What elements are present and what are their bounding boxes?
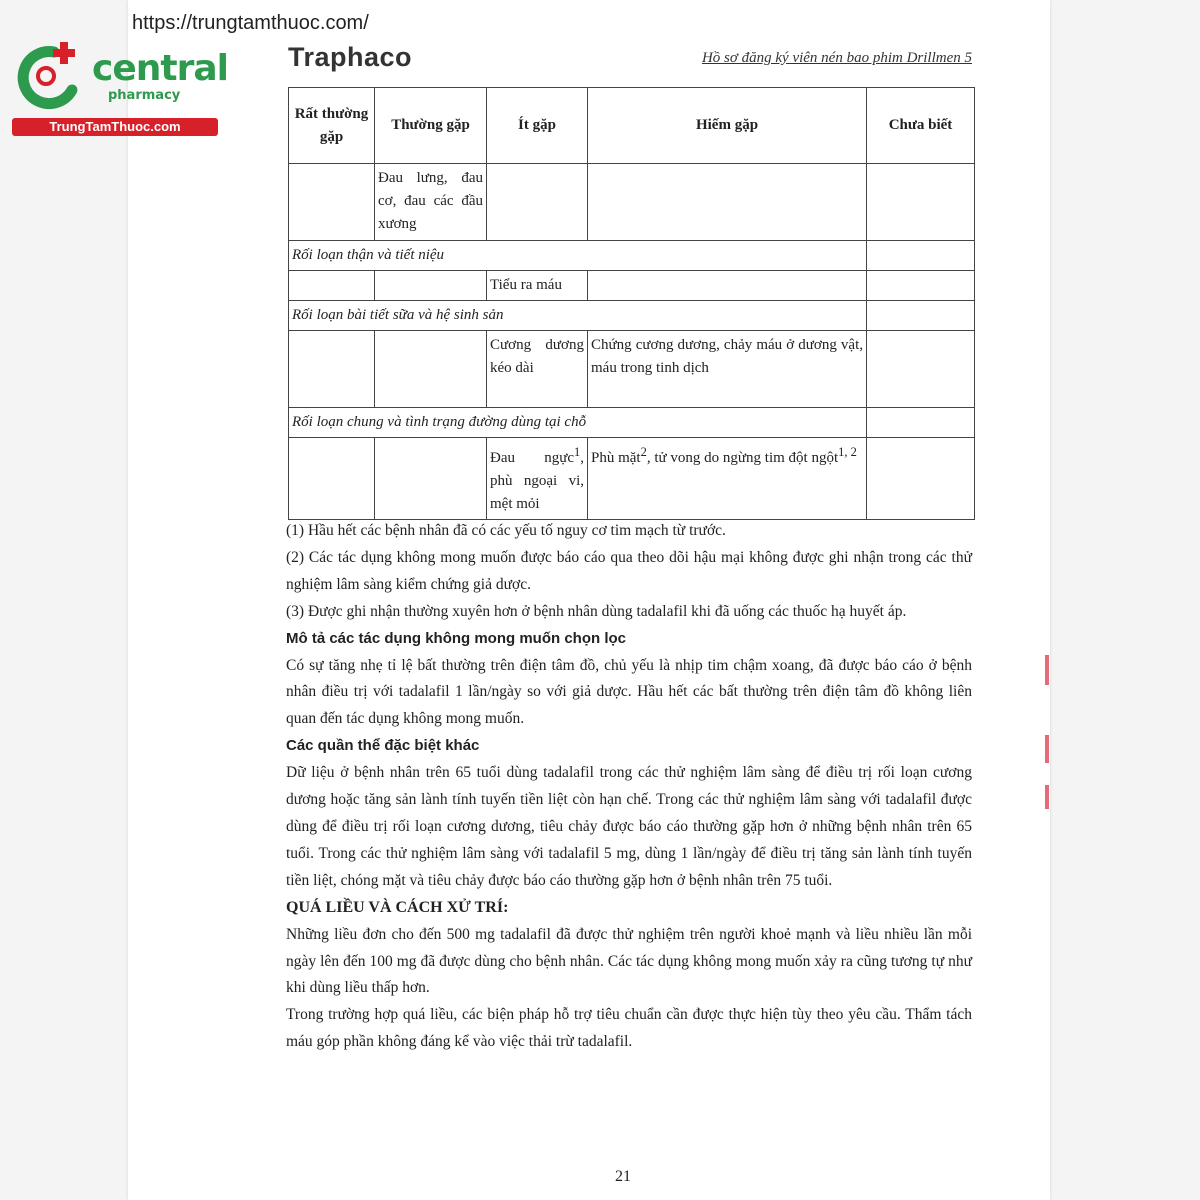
table-header-row — [289, 88, 975, 164]
logo-subtitle: pharmacy — [108, 88, 181, 103]
table-cell: Đau lưng, đau cơ, đau các đầu xương — [375, 164, 487, 241]
table-cell — [375, 271, 487, 301]
adverse-effects-table — [288, 87, 975, 520]
table-row — [289, 331, 975, 408]
cell-text: Phù mặt — [591, 450, 641, 466]
stamp-mark — [1045, 735, 1049, 763]
table-cell — [289, 438, 375, 520]
section-row — [289, 408, 975, 438]
cell-text: , phù ngoại vi, mệt mỏi — [490, 450, 584, 512]
table-cell: Chứng cương dương, chảy máu ở dương vật, máu trong tinh dịch — [588, 331, 867, 408]
section-row — [289, 241, 975, 271]
table-row — [289, 271, 975, 301]
footnote: (3) Được ghi nhận thường xuyên hơn ở bệnh nhân dùng tadalafil khi đã uống các thuốc hạ huyết áp. — [286, 602, 907, 620]
cell-text: , tử vong do ngừng tim đột ngột — [646, 450, 839, 466]
pharmacy-cross-icon — [8, 38, 92, 118]
watermark-url: https://trungtamthuoc.com/ — [132, 12, 369, 34]
table-cell — [588, 164, 867, 241]
section-heading: Các quần thể đặc biệt khác — [286, 737, 480, 755]
table-cell — [867, 408, 975, 438]
paragraph: Những liều đơn cho đến 500 mg tadalafil đã được thử nghiệm trên người khoẻ mạnh và liều nhiều lần mỗi ngày lên đến 100 mg đã được dùng cho bệnh nhân. Các tác dụng không mong muốn xảy ra cũng tương tự như khi dùng liều thấp hơn. — [286, 925, 972, 997]
table-cell: Cương dương kéo dài — [487, 331, 588, 408]
table-cell — [289, 271, 375, 301]
table-row — [289, 438, 975, 520]
column-header: Chưa biết — [867, 88, 975, 164]
document-title: Hồ sơ đăng ký viên nén bao phim Drillmen 5 — [701, 50, 972, 66]
paragraph: Trong trường hợp quá liều, các biện pháp hỗ trợ tiêu chuẩn cần được thực hiện tùy theo yêu cầu. Thẩm tách máu góp phần không đáng kể vào việc thải trừ tadalafil. — [286, 1006, 972, 1051]
overdose-heading: QUÁ LIỀU VÀ CÁCH XỬ TRÍ: — [286, 898, 509, 916]
table-cell: Tiểu ra máu — [487, 271, 588, 301]
footnote: (1) Hầu hết các bệnh nhân đã có các yếu tố nguy cơ tim mạch từ trước. — [286, 522, 726, 539]
document-body — [286, 518, 972, 1056]
table-cell — [588, 271, 867, 301]
section-heading: Mô tả các tác dụng không mong muốn chọn lọc — [286, 629, 627, 647]
table-cell — [867, 301, 975, 331]
table-cell — [867, 331, 975, 408]
stamp-mark — [1045, 785, 1049, 809]
column-header: Rất thường gặp — [289, 88, 375, 164]
table-cell — [867, 241, 975, 271]
table-cell — [867, 271, 975, 301]
section-label: Rối loạn bài tiết sữa và hệ sinh sản — [289, 301, 867, 331]
stamp-mark — [1045, 655, 1049, 685]
logo-banner: TrungTamThuoc.com — [12, 118, 218, 136]
table-cell — [289, 331, 375, 408]
table-cell — [487, 438, 588, 520]
column-header: Ít gặp — [487, 88, 588, 164]
cell-text: Đau ngực — [490, 450, 574, 466]
table-cell — [867, 438, 975, 520]
section-label: Rối loạn chung và tình trạng đường dùng tại chỗ — [289, 408, 867, 438]
column-header: Hiếm gặp — [588, 88, 867, 164]
footnote-ref: 2 — [640, 445, 647, 459]
footnote: (2) Các tác dụng không mong muốn được báo cáo qua theo dõi hậu mại không được ghi nhận trong các thử nghiệm lâm sàng kiểm chứng giả dược. — [286, 548, 972, 593]
table-cell — [487, 164, 588, 241]
footnote-ref: 1, 2 — [838, 445, 857, 459]
central-pharmacy-logo — [8, 38, 228, 138]
column-header: Thường gặp — [375, 88, 487, 164]
page-number: 21 — [615, 1168, 631, 1185]
table-cell — [375, 438, 487, 520]
logo-word: central — [92, 48, 228, 89]
table-row — [289, 164, 975, 241]
table-cell — [375, 331, 487, 408]
paragraph: Dữ liệu ở bệnh nhân trên 65 tuổi dùng tadalafil trong các thử nghiệm lâm sàng để điều trị rối loạn cương dương hoặc tăng sản lành tính tuyến tiền liệt còn hạn chế. Trong các thử nghiệm lâm sàng với tadalafil được dùng để điều trị rối loạn cương dương, tiêu chảy được báo cáo thường gặp hơn ở những bệnh nhân trên 65 tuổi. Trong các thử nghiệm lâm sàng với tadalafil 5 mg, dùng 1 lần/ngày để điều trị tăng sản lành tính tuyến tiền liệt, chóng mặt và tiêu chảy được báo cáo thường gặp hơn ở bệnh nhân trên 75 tuổi. — [286, 764, 972, 889]
section-label: Rối loạn thận và tiết niệu — [289, 241, 867, 271]
footnote-ref: 1 — [574, 445, 581, 459]
section-row — [289, 301, 975, 331]
table-cell — [289, 164, 375, 241]
table-cell — [867, 164, 975, 241]
table-cell — [588, 438, 867, 520]
paragraph: Có sự tăng nhẹ tỉ lệ bất thường trên điện tâm đồ, chủ yếu là nhịp tim chậm xoang, đã được báo cáo ở bệnh nhân điều trị với tadalafil 1 lần/ngày so với giả dược. Hầu hết các bất thường trên điện tâm đồ không liên quan đến tác dụng không mong muốn. — [286, 656, 972, 728]
brand-name: Traphaco — [288, 42, 413, 72]
